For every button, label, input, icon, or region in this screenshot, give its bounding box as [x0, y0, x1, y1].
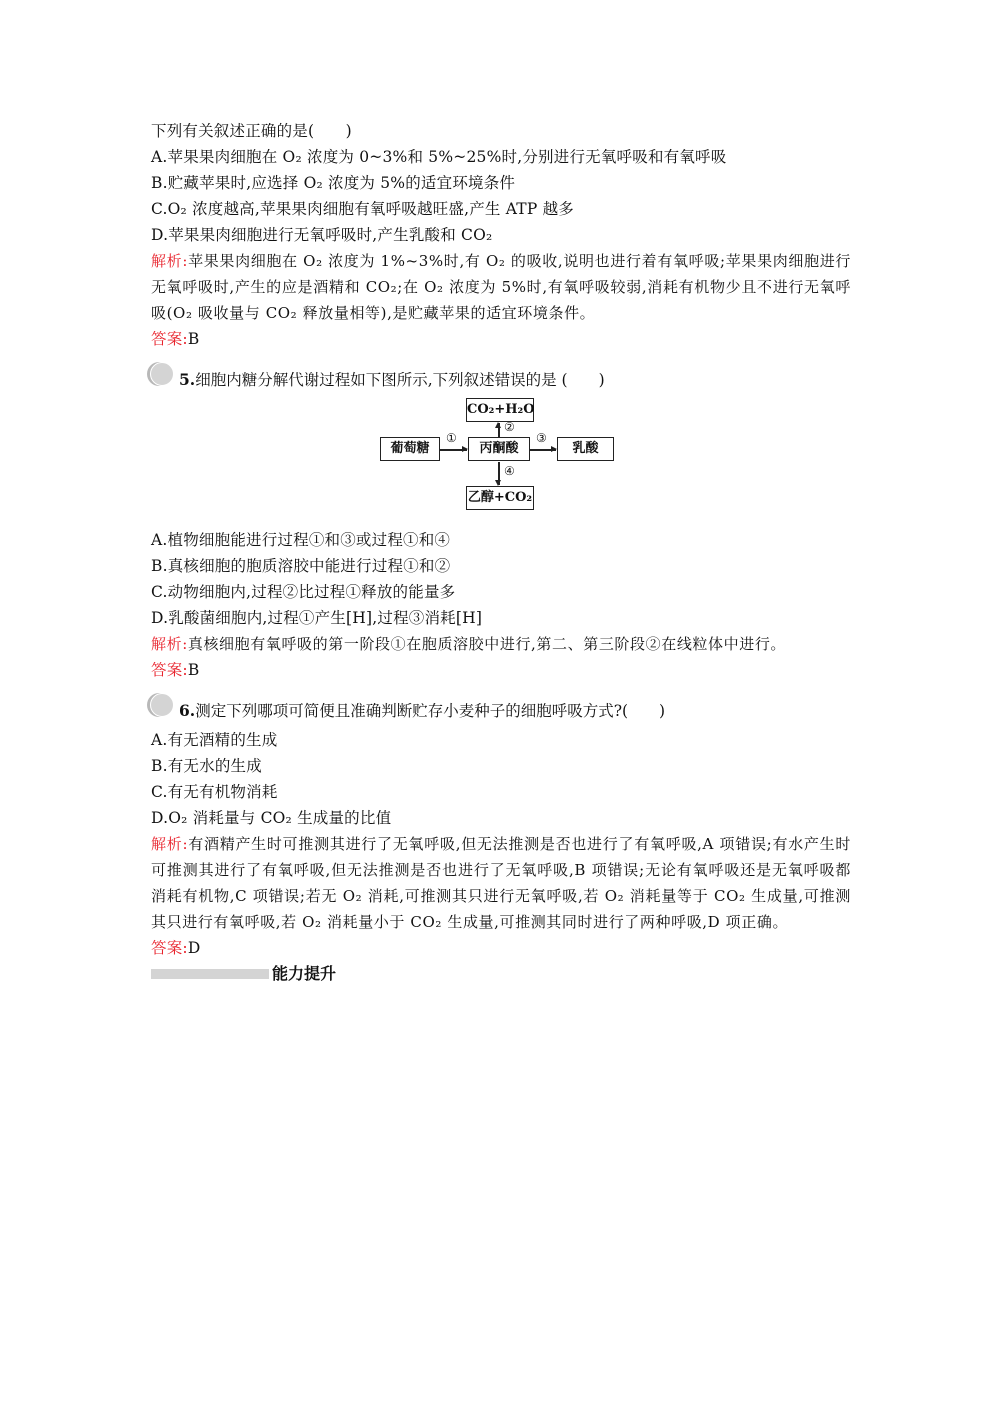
arrow-step-1 [440, 449, 467, 451]
analysis [151, 631, 851, 657]
option-d: D.乳酸菌细胞内,过程①产生[H],过程③消耗[H] [151, 609, 483, 627]
analysis-text: 有酒精产生时可推测其进行了无氧呼吸,但无法推测是否也进行了有氧呼吸,A 项错误;有水产生时可推测其进行了有氧呼吸,但无法推测是否也进行了无氧呼吸,B 项错误;无论有氧呼吸还是无氧呼吸都消耗有机物,C 项错误;若无 O₂ 消耗,可推测其只进行无氧呼吸,若 O₂ 消耗量等于 CO₂ 生成量,可推测其只进行有氧呼吸,若 O₂ 消耗量小于 CO₂ 生成量,可推测其同时进行了两种呼吸,D 项正确。 [151, 835, 851, 931]
answer-label: 答案: [151, 939, 188, 957]
option-b: B.贮藏苹果时,应选择 O₂ 浓度为 5%的适宜环境条件 [151, 174, 516, 192]
label-step-3: ③ [536, 431, 547, 445]
question-stem: 下列有关叙述正确的是( ) [151, 122, 352, 140]
arrow-step-3 [530, 449, 556, 451]
question-header [151, 360, 851, 396]
box-pyruvate: 丙酮酸 [468, 437, 530, 461]
arrow-step-2 [498, 423, 500, 437]
question-stem: 细胞内糖分解代谢过程如下图所示,下列叙述错误的是 ( ) [195, 371, 605, 389]
answer [151, 657, 851, 683]
document-page [151, 118, 851, 989]
arrow-step-4 [498, 462, 500, 485]
question-4-block [151, 118, 851, 352]
box-glucose: 葡萄糖 [380, 437, 440, 461]
question-5-block [151, 360, 851, 683]
analysis [151, 831, 851, 935]
option-b: B.有无水的生成 [151, 757, 262, 775]
label-step-1: ① [446, 431, 457, 445]
option-c: C.动物细胞内,过程②比过程①释放的能量多 [151, 583, 456, 601]
glycolysis-diagram [380, 398, 620, 523]
analysis-label: 解析: [151, 252, 188, 270]
analysis-text: 苹果果肉细胞在 O₂ 浓度为 1%~3%时,有 O₂ 的吸收,说明也进行着有氧呼吸;苹果果肉细胞进行无氧呼吸时,产生的应是酒精和 CO₂;在 O₂ 浓度为 5%时,有氧呼吸较弱,消耗有机物少且不进行无氧呼吸(O₂ 吸收量与 CO₂ 释放量相等),是贮藏苹果的适宜环境条件。 [151, 252, 852, 322]
question-stem: 测定下列哪项可简便且准确判断贮存小麦种子的细胞呼吸方式?( ) [195, 702, 666, 720]
label-step-2: ② [504, 420, 515, 434]
option-a: A.有无酒精的生成 [151, 731, 278, 749]
section-title: 能力提升 [272, 964, 337, 983]
label-step-4: ④ [504, 464, 515, 478]
option-a: A.苹果果肉细胞在 O₂ 浓度为 0~3%和 5%~25%时,分别进行无氧呼吸和有氧呼吸 [151, 148, 727, 166]
option-a: A.植物细胞能进行过程①和③或过程①和④ [151, 531, 451, 549]
box-ethanol-co2: 乙醇+CO₂ [466, 486, 534, 510]
answer [151, 935, 851, 961]
analysis-label: 解析: [151, 835, 189, 853]
option-c: C.O₂ 浓度越高,苹果果肉细胞有氧呼吸越旺盛,产生 ATP 越多 [151, 200, 575, 218]
answer-value: B [187, 661, 200, 679]
question-number: 6. [179, 701, 196, 720]
question-6-block [151, 691, 851, 961]
answer-value: B [187, 330, 200, 348]
option-b: B.真核细胞的胞质溶胶中能进行过程①和② [151, 557, 451, 575]
box-lactate: 乳酸 [557, 437, 614, 461]
section-heading [151, 963, 851, 989]
analysis-label: 解析: [151, 635, 188, 653]
analysis [151, 248, 851, 326]
option-c: C.有无有机物消耗 [151, 783, 278, 801]
question-bullet-icon [147, 362, 173, 388]
answer-label: 答案: [151, 330, 188, 348]
option-d: D.O₂ 消耗量与 CO₂ 生成量的比值 [151, 809, 392, 827]
question-header [151, 691, 851, 727]
analysis-text: 真核细胞有氧呼吸的第一阶段①在胞质溶胶中进行,第二、第三阶段②在线粒体中进行。 [187, 635, 787, 653]
option-d: D.苹果果肉细胞进行无氧呼吸时,产生乳酸和 CO₂ [151, 226, 493, 244]
answer-label: 答案: [151, 661, 188, 679]
answer [151, 326, 851, 352]
box-co2-h2o: CO₂+H₂O [466, 398, 534, 422]
section-divider-bar [151, 969, 269, 979]
question-number: 5. [179, 370, 196, 389]
answer-value: D [187, 939, 201, 957]
question-bullet-icon [147, 693, 173, 719]
